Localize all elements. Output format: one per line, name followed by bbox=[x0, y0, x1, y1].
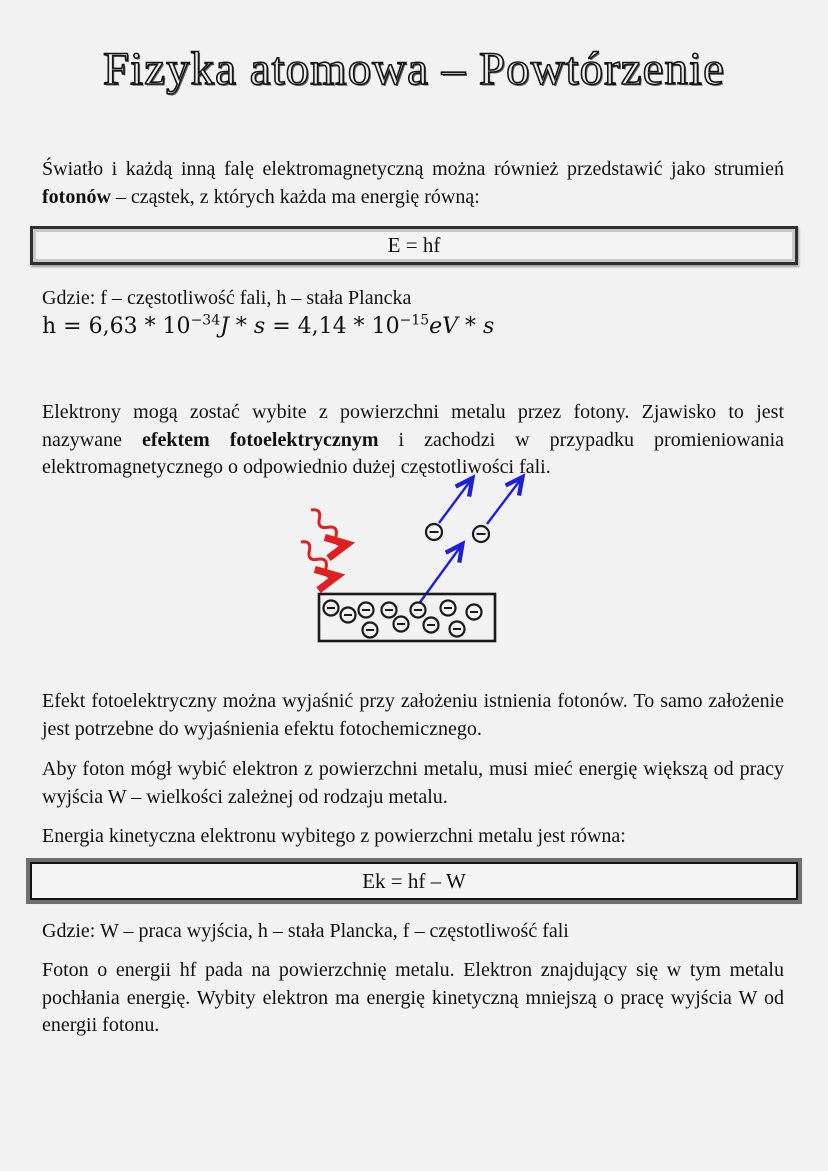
photoelectric-effect-diagram bbox=[285, 468, 547, 650]
paragraph-intro-pre: Światło i każdą inną falę elektromagnetyczną można również przedstawić jako strumień bbox=[42, 158, 784, 180]
planck-exponent1: −34 bbox=[190, 312, 221, 329]
legend-energy-formula: Gdzie: f – częstotliwość fali, h – stała Plancka bbox=[42, 287, 412, 309]
electron-icon bbox=[341, 608, 356, 623]
paragraph-photoelectric-pre: Elektrony mogą zostać wybite z powierzchni metalu przez fotony. Zjawisko to jest nazywane bbox=[42, 401, 784, 451]
photon-wave-icon bbox=[298, 539, 338, 580]
legend-kinetic-formula: Gdzie: W – praca wyjścia, h – stała Plancka, f – częstotliwość fali bbox=[42, 920, 569, 942]
paragraph-intro bbox=[42, 156, 784, 211]
electron-icon bbox=[324, 601, 339, 616]
ejected-electron-icon bbox=[473, 526, 489, 542]
electron-icon bbox=[394, 617, 409, 632]
electron-icon bbox=[441, 601, 456, 616]
electron-icon bbox=[450, 622, 465, 637]
ejected-electron-icon bbox=[426, 524, 442, 540]
paragraph-kinetic-intro: Energia kinetyczna elektronu wybitego z powierzchni metalu jest równa: bbox=[42, 825, 626, 847]
planck-units1: J * s bbox=[220, 314, 266, 339]
electron-icon bbox=[467, 605, 482, 620]
planck-exponent2: −15 bbox=[399, 312, 430, 329]
electron-trajectory-arrow bbox=[418, 546, 461, 605]
planck-part1: h = 6,63 * 10 bbox=[42, 314, 191, 339]
metal-electrons bbox=[324, 601, 482, 638]
paragraph-work-function: Aby foton mógł wybić elektron z powierzchni metalu, musi mieć energię większą od pracy wyjścia W – wielkości zależnej od rodzaju metalu. bbox=[42, 758, 784, 808]
paragraph-intro-post: – cząstek, z których każda ma energię równą: bbox=[110, 185, 480, 208]
electron-icon bbox=[411, 603, 426, 618]
formula-box-kinetic bbox=[30, 862, 798, 900]
paragraph-explanation: Efekt fotoelektryczny można wyjaśnić przy założeniu istnienia fotonów. To samo założenie jest potrzebne do wyjaśnienia efektu fotochemicznego. bbox=[42, 690, 784, 740]
paragraph-intro-bold: fotonów bbox=[42, 185, 111, 208]
paragraph-photoelectric-post: i zachodzi w przypadku promieniowania elektromagnetycznego o odpowiednio dużej częstotliwości fali. bbox=[42, 428, 785, 478]
formula-kinetic: Ek = hf – W bbox=[362, 868, 466, 893]
electron-icon bbox=[363, 623, 378, 638]
formula-box-energy bbox=[30, 226, 798, 265]
photon-wave-icon bbox=[308, 507, 348, 548]
paragraph-closing: Foton o energii hf pada na powierzchnię metalu. Elektron znajdujący się w tym metalu pochłania energię. Wybity elektron ma energię kinetyczną mniejszą o pracę wyjścia W od energii fotonu. bbox=[42, 959, 784, 1036]
planck-constant-formula bbox=[42, 314, 494, 339]
planck-part2: = 4,14 * 10 bbox=[265, 314, 400, 339]
paragraph-photoelectric-bold: efektem fotoelektrycznym bbox=[141, 428, 379, 451]
electron-icon bbox=[359, 603, 374, 618]
electron-trajectory-arrow bbox=[439, 480, 471, 523]
formula-energy: E = hf bbox=[387, 233, 441, 257]
page-title: Fizyka atomowa – Powtórzenie bbox=[103, 43, 725, 95]
planck-units2: eV * s bbox=[429, 314, 495, 339]
electron-icon bbox=[424, 618, 439, 633]
electron-icon bbox=[382, 603, 397, 618]
electron-trajectory-arrow bbox=[487, 479, 521, 524]
